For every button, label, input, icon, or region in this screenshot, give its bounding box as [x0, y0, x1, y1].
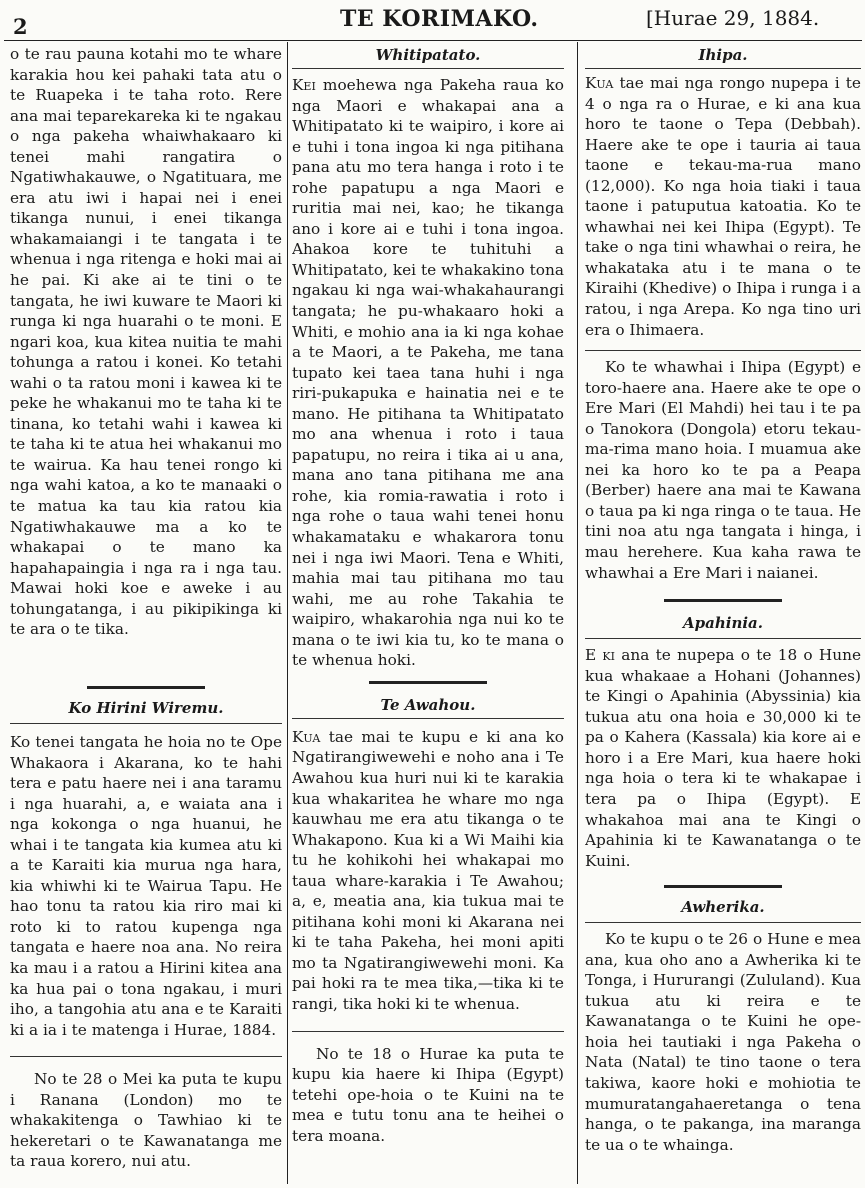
section-heading: Whitipatato. [375, 46, 481, 64]
article-paragraph [292, 75, 564, 671]
article-paragraph [585, 645, 861, 871]
drop-word: E ki [585, 646, 615, 665]
section-heading: Awherika. [681, 898, 765, 917]
column-1 [10, 44, 282, 1182]
paragraph-body: tae mai te kupu e ki ana ko Ngatirangiwewehi e noho ana i Te Awahou kua huri nui ki te karakia kua whakaritea he whare mo nga kauwhau me era atu tikanga o te Whakapono. Kua ki a Wi Maihi kia tu he kohikohi hei whakapai mo taua whare-karakia i Te Awahou; a, e, meatia ana, kia tukua mai te pitihana kohi moni ki Akarana nei ki te taha Pakeha, hei moni apiti mo ta Ngatirangiwewehi moni. Ka pai hoki ra te mea tika,—tika ki te rangi, tika hoki ki te whenua. [292, 727, 564, 1013]
section-heading: Apahinia. [683, 614, 763, 633]
page-number: 2 [13, 14, 28, 39]
column-2 [292, 44, 564, 1182]
column-divider [287, 42, 288, 1184]
article-paragraph: Ko tenei tangata he hoia no te Ope Whakaora i Akarana, ko te hahi tera e patu haere nei i ana taramu i nga huarahi, a, e waiata ana i nga kokonga o nga huanui, he whai i te tangata kia kumea atu ki a te Karaiti kia murua nga hara, kia whiwhi ki te Wairua Tapu. He hao tonu ta ratou kia riro mai ki roto ki to ratou kupenga nga tangata e haere noa ana. No reira ka mau i a ratou a Hirini kitea ana ka hua pai o tona ngakau, i muri iho, a tangohia atu ana e te Karaiti ki a ia i te matenga i Hurae, 1884. [10, 733, 282, 1039]
masthead [0, 0, 865, 42]
drop-word: Kua [585, 74, 614, 92]
article-paragraph: o te rau pauna kotahi mo te whare karakia hou kei pahaki tata atu o te Ruapeka i te taha roto. Rere ana mai teparekareka ki te ngakau o nga pakeha whaiwhakaaro ki tenei mahi rangatira o Ngatiwhakauwe, o Ngatituara, me era atu iwi i hapai nei i enei tikanga nunui, i enei tikanga whakamaiangi i te tangata i te whenua i nga ritenga e hoki mai ai he pai. Ki ake ai te tini o te tangata, he iwi kuware te Maori ki runga ki nga huarahi o te moni. E ngari koa, kua kitea nuitia te mahi tohunga a ratou i konei. Ko tetahi wahi o ta ratou moni i kawea ki te peke he whakanui mo te taha ki te tinana, ko tetahi wahi i kawea ki te taha ki te atua hei whakanui mo te wairua. Ka hau tenei rongo ki nga wahi katoa, a ko te manaaki o te matua ka tau kia ratou kia Ngatiwhakauwe ma a ko te whakapai o te mano ka hapahapaingia i nga ra i nga tau. Mawai hoki koe e aweke i au tohungatanga, i au pikipikinga ki te ara o te tika. [10, 45, 282, 639]
column-3 [585, 44, 861, 1182]
paragraph-body: ana te nupepa o te 18 o Hune kua whakaae a Hohani (Johannes) te Kingi o Apahinia (Abyssinia) kia tukua atu ona hoia e 30,000 ki te pa o Kahera (Kassala) kia kore ai e horo i a Ere Mari, kua haere hoki nga hoia o tera ki te whakapae i tera pa o Ihipa (Egypt). E whakahoa mai ana te Kingi o Apahinia ki te Kawanatanga o te Kuini. [585, 646, 861, 870]
issue-date: [Hurae 29, 1884. [646, 6, 820, 30]
article-paragraph: No te 28 o Mei ka puta te kupu i Ranana (London) mo te whakakitenga o Tawhiao ki te hekeretari o te Kawanatanga me ta raua korero, nui atu. [10, 1070, 282, 1171]
column-divider [577, 42, 578, 1184]
drop-word: Kua [292, 727, 321, 746]
paragraph-body: tae mai nga rongo nupepa i te 4 o nga ra o Hurae, e ki ana kua horo te taone o Tepa (Debbah). Haere ake te ope i tauria ai taua taone e tekau-ma-rua mano (12,000). Ko nga hoia tiaki i taua taone i patuputua katoatia. Ko te whawhai nei kei Ihipa (Egypt). Te take o nga tini whawhai o reira, he whakataka atu i te mana o te Kiraihi (Khedive) o Ihipa i runga i a ratou, i nga Arepa. Ko nga tino uri era o Ihimaera. [585, 74, 861, 339]
section-heading: Te Awahou. [380, 695, 476, 714]
masthead-rule [4, 40, 862, 41]
article-paragraph [292, 727, 564, 1015]
section-heading: Ko Hirini Wiremu. [68, 699, 224, 717]
section-heading: Ihipa. [698, 46, 748, 64]
paragraph-body: moehewa nga Pakeha raua ko nga Maori e whakapai ana a Whitipatato ki te waipiro, i kore ai e tuhi i tona ingoa ki nga pitihana pana atu mo tera hanga i roto i te rohe papatupu a nga Maori e ruritia mai nei, kao; he tikanga ano i kore ai e tuhi i tona ingoa. Ahakoa kore te tuhituhi a Whitipatato, kei te whakakino tona ngakau ki nga wai-whakahaurangi tangata; he pu-whakaaro hoki a Whiti, e mohio ana ia ki nga kohae a te Maori, a te Pakeha, me tana tupato kei taea tana huhi i nga riri-pukapuka e hainatia nei e te mano. He pitihana ta Whitipatato mo ana whenua i roto i taua papatupu, no reira i tika ai u ana, mana ano tana pitihana me ana rohe, kia romia-rawatia i roto i nga rohe o taua wahi tenei honu whakamataku e whakarora tonu nei i nga iwi Maori. Tena e Whiti, mahia mai tau pitihana mo tau wahi, me au rohe Takahia te waipiro, whakarohia nga nui ko te mana o te iwi kia tu, ko te mana o te whenua hoki. [292, 76, 564, 670]
drop-word: Kei [292, 76, 316, 94]
article-paragraph: Ko te whawhai i Ihipa (Egypt) e toro-haere ana. Haere ake te ope o Ere Mari (El Mahdi) hei tau i te pa o Tanokora (Dongola) etoru tekau-ma-rima mano hoia. I muamua ake nei ka horo ko te pa a Peapa (Berber) haere ana mai te Kawana o taua pa ki nga ringa o te taua. He tini noa atu nga tangata i hinga, i mau herehere. Kua kaha rawa te whawhai a Ere Mari i naianei. [585, 358, 861, 582]
article-paragraph [585, 73, 861, 340]
article-paragraph: No te 18 o Hurae ka puta te kupu kia haere ki Ihipa (Egypt) tetehi ope-hoia o te Kuini na te mea e tutu tonu ana te heihei o tera moana. [292, 1044, 564, 1145]
article-paragraph: Ko te kupu o te 26 o Hune e mea ana, kua oho ano a Awherika ki te Tonga, i Hururangi (Zululand). Kua tukua atu ki reira e te Kawanatanga o te Kuini he ope-hoia hei tautiaki i nga Pakeha o Nata (Natal) te tino taone o tera takiwa, kaore hoki e mohiotia te mumuratangahaeretanga o tena hanga, o te pakanga, ina maranga te ua o te whainga. [585, 930, 861, 1154]
paper-title: TE KORIMAKO. [340, 6, 539, 32]
